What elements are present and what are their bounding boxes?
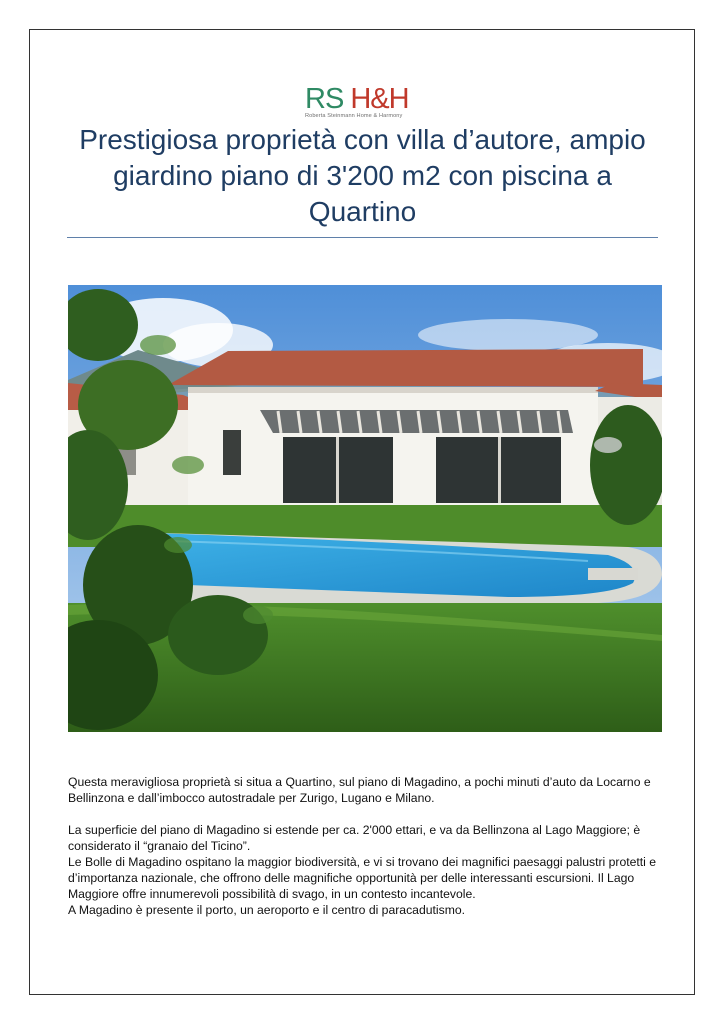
paragraph-services: A Magadino è presente il porto, un aeroporto e il centro di paracadutismo. — [68, 903, 466, 917]
logo-rs: RS — [305, 83, 344, 115]
property-photo — [68, 285, 662, 732]
logo-hh: H&H — [350, 83, 409, 115]
page-title: Prestigiosa proprietà con villa d’autore, ampio giardino piano di 3'200 m2 con piscina a Quartino — [79, 124, 646, 227]
paragraph-nature: Le Bolle di Magadino ospitano la maggior biodiversità, e vi si trovano dei magnifici paesaggi palustri protetti e d’importanza nazionale, che offrono delle magnifiche opportunità per delle interessanti escursioni. Il Lago Maggiore offre innumerevoli possibilità di svago, in un contesto incantevole. — [68, 855, 657, 901]
title-divider — [67, 237, 658, 238]
logo-mark — [305, 84, 421, 114]
logo-tagline: Roberta Steinmann Home & Harmony — [305, 113, 403, 119]
paragraph-area: La superficie del piano di Magadino si estende per ca. 2'000 ettari, e va da Bellinzona al Lago Maggiore; è considerato il “granaio del Ticino”. — [68, 823, 641, 853]
paragraph-gap — [68, 806, 668, 822]
paragraph-intro: Questa meravigliosa proprietà si situa a Quartino, sul piano di Magadino, a pochi minuti d’auto da Locarno e Bellinzona e dall’imbocco autostradale per Zurigo, Lugano e Milano. — [68, 775, 651, 805]
company-logo — [305, 84, 421, 124]
description — [68, 774, 668, 918]
